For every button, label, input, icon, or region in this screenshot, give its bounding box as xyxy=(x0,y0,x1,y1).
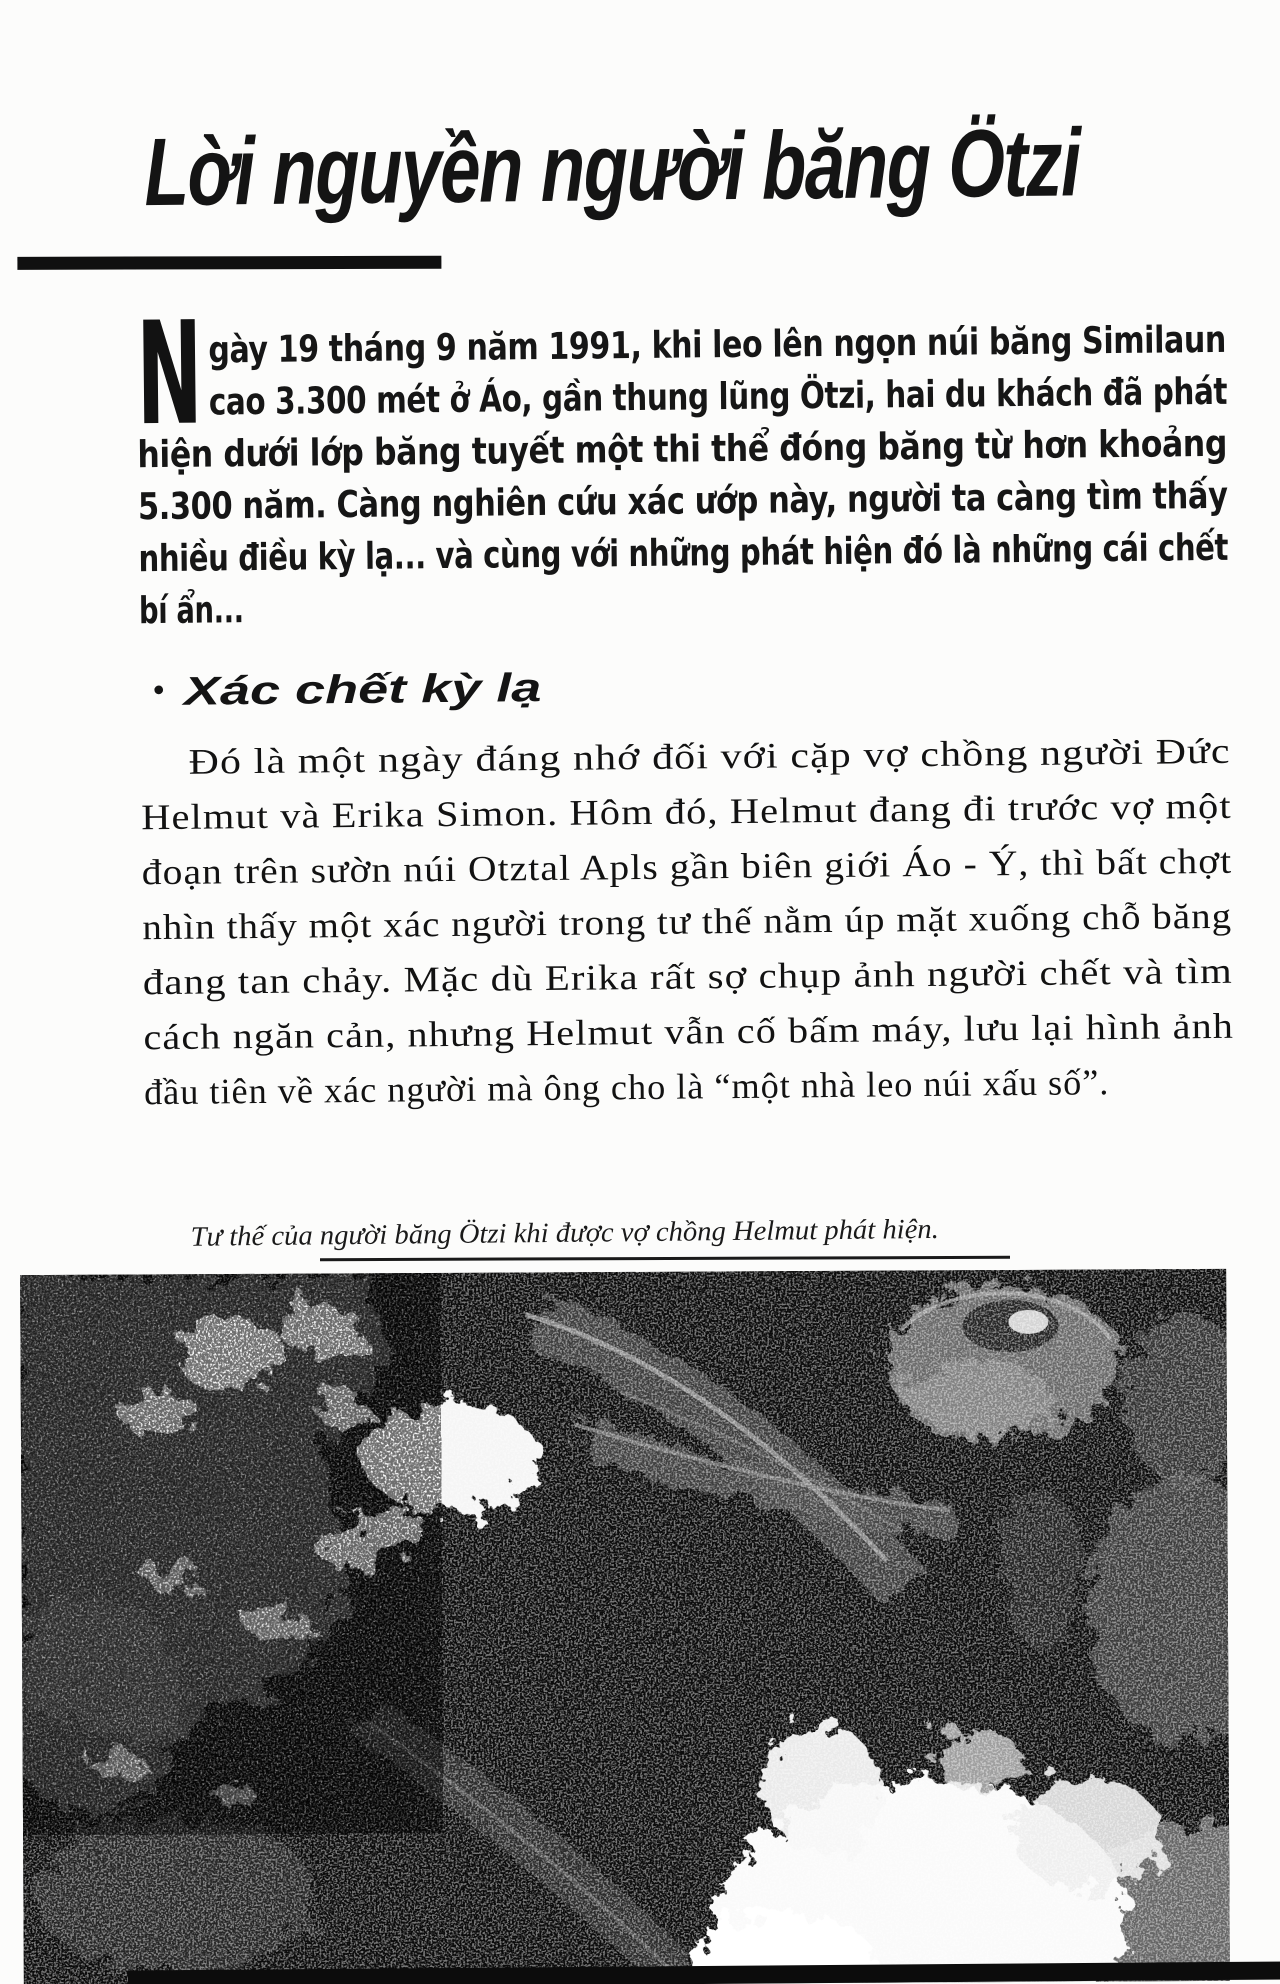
iceman-photo-art xyxy=(20,1269,1230,1984)
dropcap-letter: N xyxy=(135,291,204,458)
section-heading xyxy=(149,666,542,715)
bullet-icon: • xyxy=(149,673,168,710)
intro-line: gày 19 tháng 9 năm 1991, khi leo lên ngọn núi băng Similaun xyxy=(208,317,1227,372)
rock-grain xyxy=(20,1273,443,1835)
intro-line: nhiều điều kỳ lạ... và cùng với những phát hiện đó là những cái chết xyxy=(138,525,1229,581)
iceman-photo xyxy=(20,1269,1230,1984)
intro-line: 5.300 năm. Càng nghiên cứu xác ướp này, người ta càng tìm thấy xyxy=(137,473,1228,529)
title-underline xyxy=(17,256,441,270)
body-line: cách ngăn cản, nhưng Helmut vẫn cố bấm máy, lưu lại hình ảnh xyxy=(143,1005,1235,1058)
intro-line: bí ẩn... xyxy=(138,588,244,633)
body-line: đoạn trên sườn núi Otztal Apls gần biên giới Áo - Ý, thì bất chợt xyxy=(141,840,1233,893)
intro-line: hiện dưới lớp băng tuyết một thi thể đóng băng từ hơn khoảng xyxy=(137,421,1228,477)
intro-paragraph xyxy=(135,291,1229,637)
body-line: nhìn thấy một xác người trong tư thế nằm úp mặt xuống chỗ băng xyxy=(142,895,1233,948)
body-line: đang tan chảy. Mặc dù Erika rất sợ chụp ảnh người chết và tìm xyxy=(142,950,1234,1003)
page-title: Lời nguyền người băng Ötzi xyxy=(143,109,1081,227)
body-line: đầu tiên về xác người mà ông cho là “một nhà leo núi xấu số”. xyxy=(143,1062,1110,1113)
intro-line: cao 3.300 mét ở Áo, gần thung lũng Ötzi, hai du khách đã phát xyxy=(208,369,1228,424)
section-heading-text: Xác chết kỳ lạ xyxy=(183,666,542,714)
body-line: Helmut và Erika Simon. Hôm đó, Helmut đang đi trước vợ một xyxy=(140,785,1232,838)
photo-caption: Tư thế của người băng Ötzi khi được vợ chồng Helmut phát hiện. xyxy=(190,1213,939,1253)
body-paragraph xyxy=(140,724,1234,1120)
body-line: Đó là một ngày đáng nhớ đối với cặp vợ chồng người Đức xyxy=(188,730,1231,782)
